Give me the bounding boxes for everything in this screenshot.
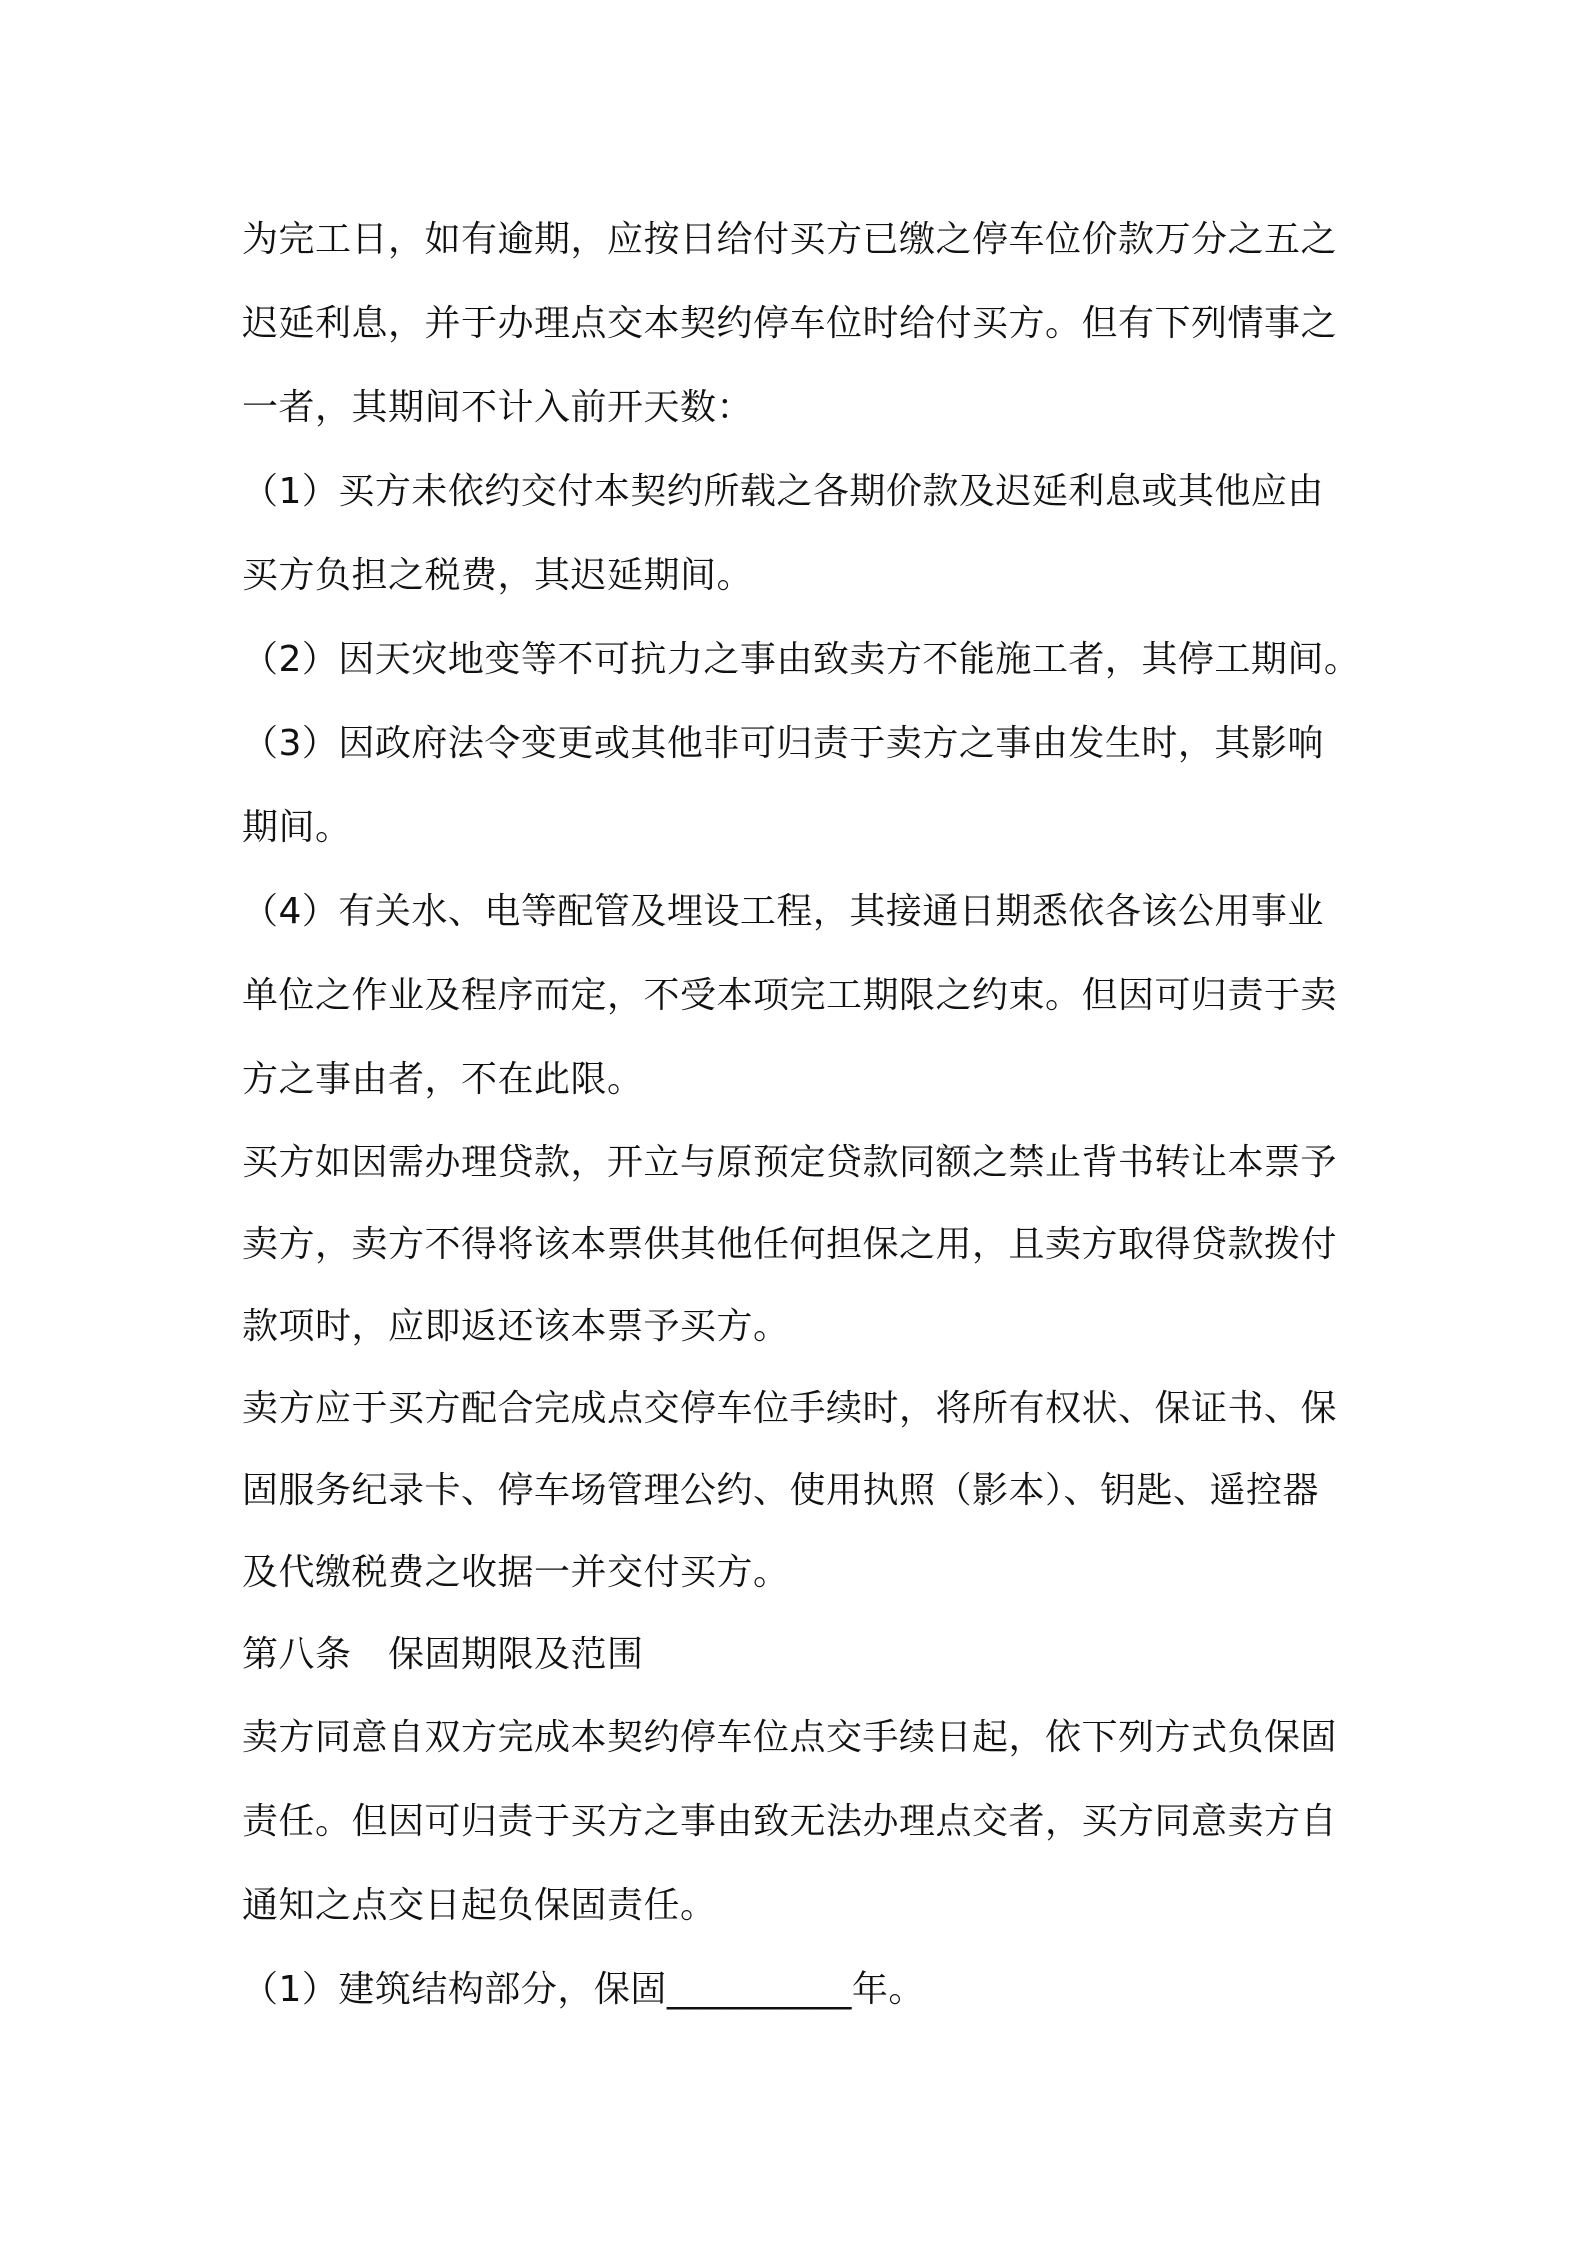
text-line: 一者，其期间不计入前开天数：	[242, 387, 754, 428]
text-line: （3）因政府法令变更或其他非可归责于卖方之事由发生时，其影响	[242, 723, 1324, 764]
text-line: 为完工日，如有逾期，应按日给付买方已缴之停车位价款万分之五之	[242, 219, 1338, 260]
text-line: （1）建筑结构部分，保固__________年。	[242, 1969, 925, 2010]
text-line: （4）有关水、电等配管及埋设工程，其接通日期悉依各该公用事业	[242, 891, 1324, 932]
document-body	[242, 198, 1372, 2032]
text-line: 及代缴税费之收据一并交付买方。	[242, 1552, 790, 1593]
text-line: 卖方同意自双方完成本契约停车位点交手续日起，依下列方式负保固	[242, 1717, 1338, 1758]
section-heading: 第八条 保固期限及范围	[242, 1634, 644, 1675]
text-line: 固服务纪录卡、停车场管理公约、使用执照（影本）、钥匙、遥控器	[242, 1470, 1320, 1511]
text-line: 卖方，卖方不得将该本票供其他任何担保之用，且卖方取得贷款拨付	[242, 1224, 1338, 1265]
text-line: 买方负担之税费，其迟延期间。	[242, 555, 754, 596]
text-line: 买方如因需办理贷款，开立与原预定贷款同额之禁止背书转让本票予	[242, 1142, 1338, 1183]
text-line: 方之事由者，不在此限。	[242, 1059, 644, 1100]
text-line: 责任。但因可归责于买方之事由致无法办理点交者，买方同意卖方自	[242, 1801, 1338, 1842]
text-line: 单位之作业及程序而定，不受本项完工期限之约束。但因可归责于卖	[242, 975, 1338, 1016]
text-line: （2）因天灾地变等不可抗力之事由致卖方不能施工者，其停工期间。	[242, 639, 1361, 680]
text-line: 卖方应于买方配合完成点交停车位手续时，将所有权状、保证书、保	[242, 1388, 1338, 1429]
text-line: （1）买方未依约交付本契约所载之各期价款及迟延利息或其他应由	[242, 471, 1324, 512]
text-line: 款项时，应即返还该本票予买方。	[242, 1306, 790, 1347]
text-line: 迟延利息，并于办理点交本契约停车位时给付买方。但有下列情事之	[242, 303, 1338, 344]
text-line: 通知之点交日起负保固责任。	[242, 1885, 717, 1926]
text-line: 期间。	[242, 807, 352, 848]
